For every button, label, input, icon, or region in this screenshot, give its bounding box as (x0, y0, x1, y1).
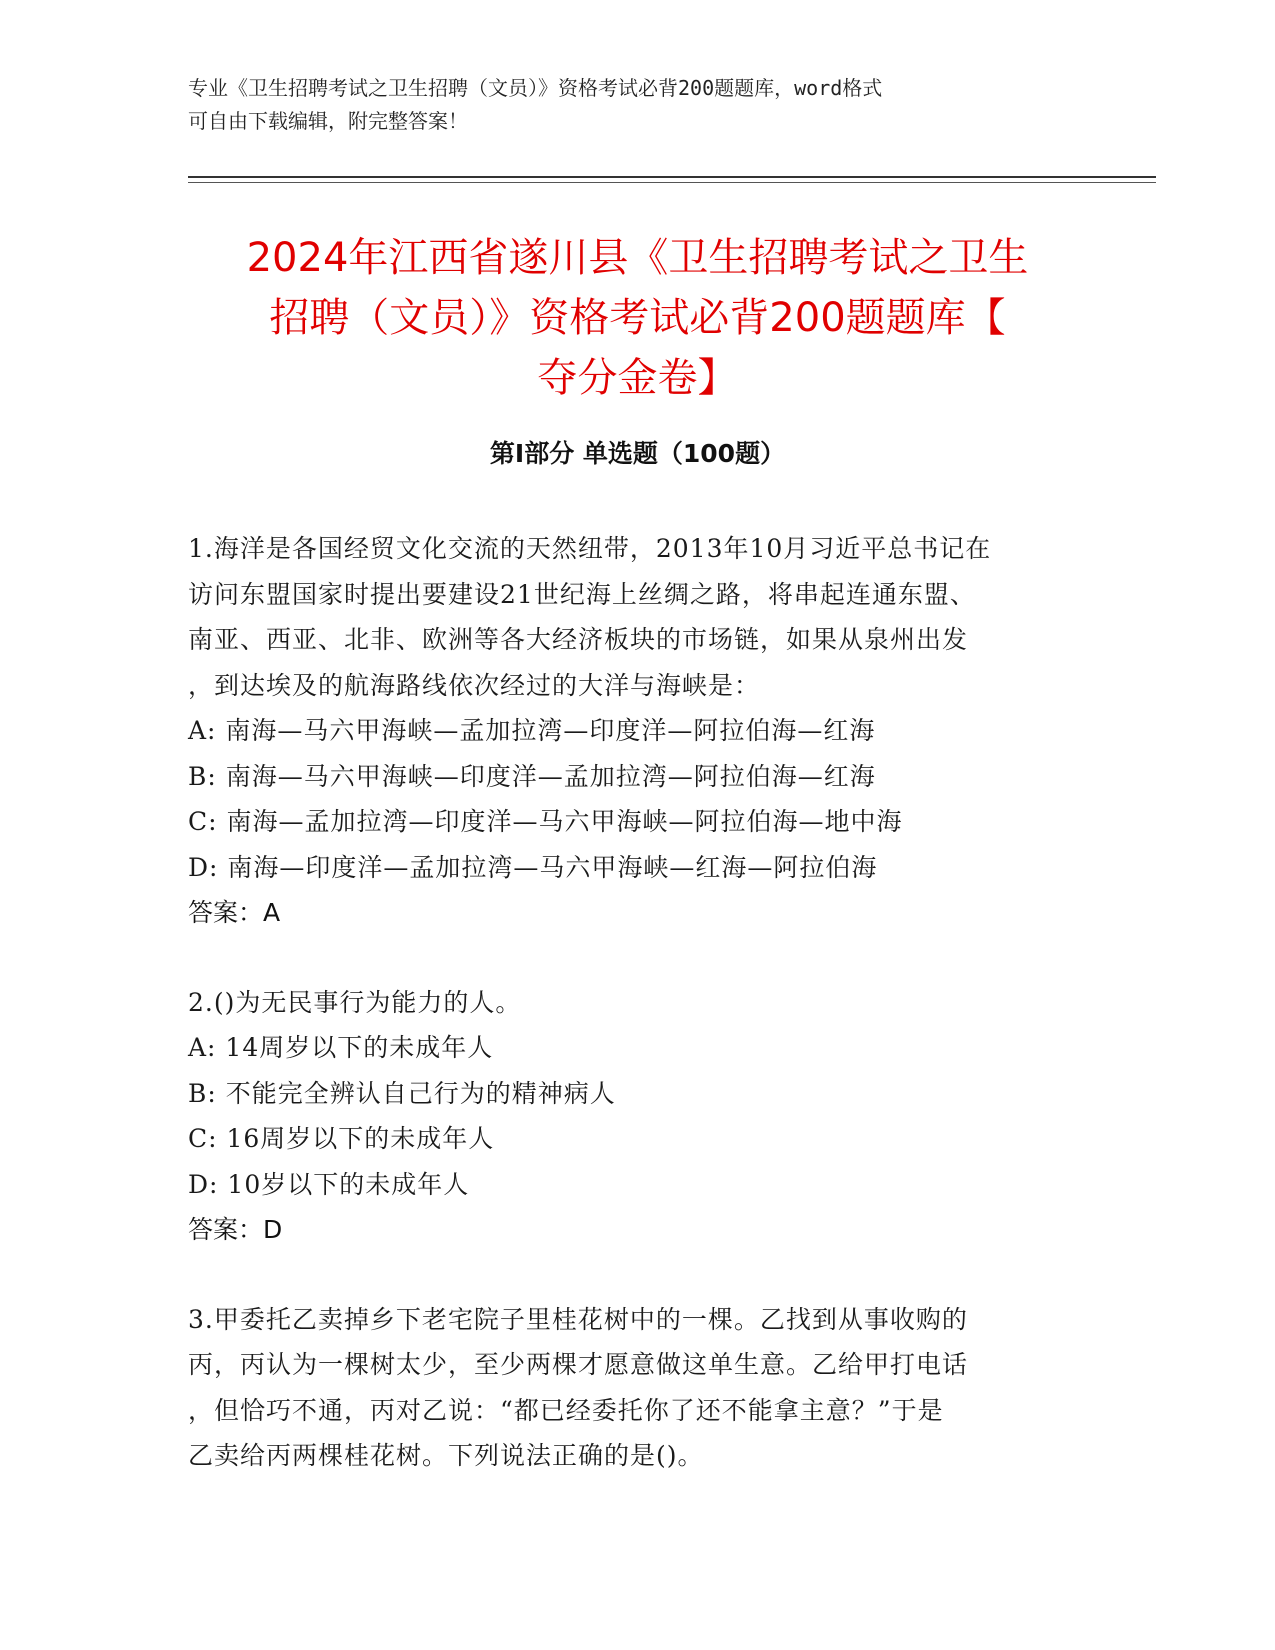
option-c: C: 16周岁以下的未成年人 (188, 1124, 495, 1153)
question-3 (188, 1297, 1088, 1479)
document-title-line-1: 2024年江西省遂川县《卫生招聘考试之卫生 (246, 235, 1029, 281)
question-1 (188, 526, 1088, 936)
question-text-line: 南亚、西亚、北非、欧洲等各大经济板块的市场链，如果从泉州出发 (188, 625, 969, 654)
header-note-line-2: 可自由下载编辑，附完整答案！ (188, 109, 468, 133)
option-d: D: 10岁以下的未成年人 (188, 1169, 470, 1199)
question-text-line: 乙卖给丙两棵桂花树。下列说法正确的是()。 (188, 1441, 704, 1470)
header-note-line-1: 专业《卫生招聘考试之卫生招聘（文员）》资格考试必背200题题库，word格式 (188, 76, 883, 100)
question-text-line: ，到达埃及的航海路线依次经过的大洋与海峡是： (188, 670, 761, 700)
header-note (188, 72, 1068, 138)
question-text-line: 访问东盟国家时提出要建设21世纪海上丝绸之路，将串起连通东盟、 (188, 579, 976, 609)
option-d: D: 南海—印度洋—孟加拉湾—马六甲海峡—红海—阿拉伯海 (188, 852, 878, 882)
question-text-line: 2.()为无民事行为能力的人。 (188, 987, 522, 1017)
option-a: A: 南海—马六甲海峡—孟加拉湾—印度洋—阿拉伯海—红海 (188, 716, 876, 745)
question-list (188, 526, 1088, 1523)
section-title: 第Ⅰ部分 单选题（100题） (489, 439, 786, 468)
document-title (150, 228, 1125, 408)
question-text-line: 1.海洋是各国经贸文化交流的天然纽带，2013年10月习近平总书记在 (188, 534, 992, 563)
option-a: A: 14周岁以下的未成年人 (188, 1033, 494, 1062)
document-title-line-3: 夺分金卷】 (537, 355, 738, 401)
question-2 (188, 980, 1088, 1253)
question-text-line: 3.甲委托乙卖掉乡下老宅院子里桂花树中的一棵。乙找到从事收购的 (188, 1304, 968, 1334)
option-b: B: 南海—马六甲海峡—印度洋—孟加拉湾—阿拉伯海—红海 (188, 761, 876, 791)
answer: 答案：D (188, 1215, 283, 1244)
question-text-line: ，但恰巧不通，丙对乙说：“都已经委托你了还不能拿主意？”于是 (188, 1395, 944, 1425)
option-c: C: 南海—孟加拉湾—印度洋—马六甲海峡—阿拉伯海—地中海 (188, 807, 903, 836)
header-divider-thick (188, 176, 1156, 178)
answer: 答案：A (188, 898, 281, 927)
option-b: B: 不能完全辨认自己行为的精神病人 (188, 1078, 616, 1108)
question-text-line: 丙，丙认为一棵树太少，至少两棵才愿意做这单生意。乙给甲打电话 (188, 1350, 969, 1379)
document-title-line-2: 招聘（文员）》资格考试必背200题题库【 (269, 295, 1006, 341)
header-divider-thin (188, 182, 1156, 183)
